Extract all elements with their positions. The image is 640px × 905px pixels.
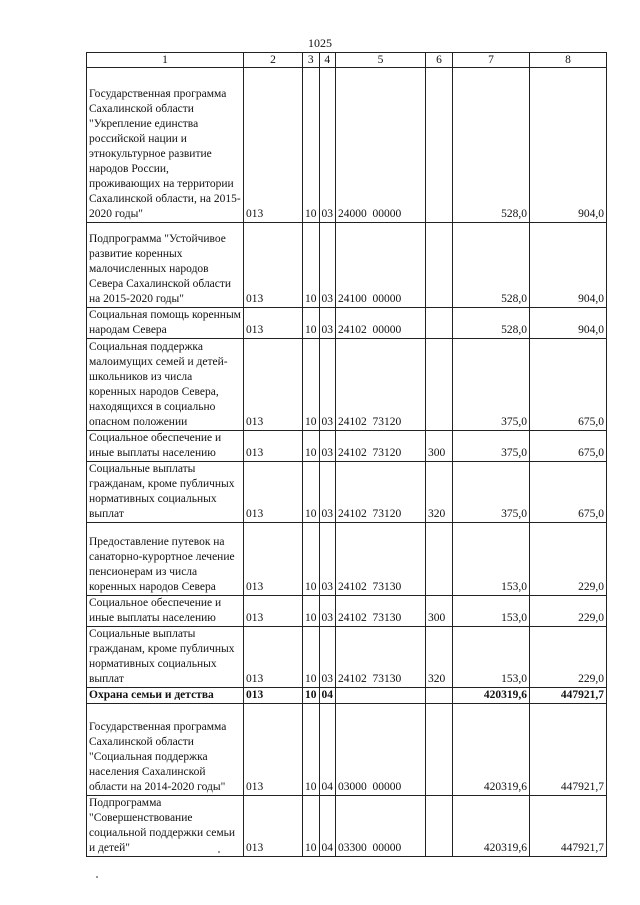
- amount-col7-cell: 153,0: [453, 596, 530, 627]
- amount-col8-cell: 675,0: [530, 431, 607, 462]
- table-row: [87, 462, 607, 523]
- row-name-cell: Социальная поддержка малоимущих семей и детей-школьников из числа коренных народов Севера, находящихся в социально опасном положении: [87, 339, 244, 431]
- table-row: [87, 431, 607, 462]
- amount-col7-cell: 420319,6: [453, 704, 530, 796]
- subsection-cell: 04: [319, 796, 336, 857]
- amount-col8-cell: 904,0: [530, 68, 607, 223]
- row-name-cell: Государственная программа Сахалинской области "Социальная поддержка населения Сахалинской области на 2014-2020 годы": [87, 704, 244, 796]
- target-article-cell: 24102 73120: [336, 462, 426, 523]
- subsection-cell: 03: [319, 339, 336, 431]
- admin-code-cell: 013: [244, 431, 303, 462]
- section-cell: 10: [303, 704, 320, 796]
- expense-type-cell: [426, 308, 453, 339]
- row-name-cell: Социальные выплаты гражданам, кроме публичных нормативных социальных выплат: [87, 462, 244, 523]
- row-name-cell: Подпрограмма "Совершенствование социальной поддержки семьи и детей": [87, 796, 244, 857]
- header-cell: 6: [426, 53, 453, 68]
- table-row: [87, 704, 607, 796]
- admin-code-cell: 013: [244, 796, 303, 857]
- admin-code-cell: 013: [244, 68, 303, 223]
- expense-type-cell: 320: [426, 627, 453, 688]
- header-cell: 4: [319, 53, 336, 68]
- target-article-cell: 24102 73130: [336, 596, 426, 627]
- target-article-cell: 24102 73120: [336, 431, 426, 462]
- amount-col8-cell: 904,0: [530, 308, 607, 339]
- section-cell: 10: [303, 68, 320, 223]
- subsection-cell: 03: [319, 596, 336, 627]
- header-cell: 1: [87, 53, 244, 68]
- expense-type-cell: [426, 796, 453, 857]
- expense-type-cell: [426, 223, 453, 308]
- amount-col8-cell: 447921,7: [530, 796, 607, 857]
- target-article-cell: 24102 00000: [336, 308, 426, 339]
- section-cell: 10: [303, 596, 320, 627]
- row-name-cell: Социальные выплаты гражданам, кроме публичных нормативных социальных выплат: [87, 627, 244, 688]
- admin-code-cell: 013: [244, 704, 303, 796]
- amount-col7-cell: 420319,6: [453, 796, 530, 857]
- amount-col7-cell: 528,0: [453, 308, 530, 339]
- admin-code-cell: 013: [244, 462, 303, 523]
- row-name-cell: Предоставление путевок на санаторно-курортное лечение пенсионерам из числа коренных народов Севера: [87, 523, 244, 596]
- admin-code-cell: 013: [244, 339, 303, 431]
- amount-col7-cell: 375,0: [453, 339, 530, 431]
- subsection-cell: 03: [319, 68, 336, 223]
- admin-code-cell: 013: [244, 627, 303, 688]
- amount-col7-cell: 375,0: [453, 431, 530, 462]
- section-cell: 10: [303, 223, 320, 308]
- expense-type-cell: [426, 688, 453, 704]
- subsection-cell: 03: [319, 223, 336, 308]
- admin-code-cell: 013: [244, 523, 303, 596]
- subsection-cell: 03: [319, 462, 336, 523]
- row-name-cell: Социальное обеспечение и иные выплаты населению: [87, 596, 244, 627]
- target-article-cell: 24102 73130: [336, 523, 426, 596]
- scan-speck: [96, 876, 98, 878]
- table-row: [87, 627, 607, 688]
- expense-type-cell: [426, 523, 453, 596]
- target-article-cell: [336, 688, 426, 704]
- page-number: 1025: [308, 36, 332, 50]
- header-cell: 8: [530, 53, 607, 68]
- section-cell: 10: [303, 688, 320, 704]
- amount-col7-cell: 528,0: [453, 68, 530, 223]
- amount-col7-cell: 153,0: [453, 523, 530, 596]
- header-cell: 3: [303, 53, 320, 68]
- amount-col8-cell: 675,0: [530, 339, 607, 431]
- header-cell: 5: [336, 53, 426, 68]
- table-header-row: [87, 53, 607, 68]
- section-cell: 10: [303, 431, 320, 462]
- budget-table: [86, 52, 607, 857]
- row-name-cell: Подпрограмма "Устойчивое развитие коренных малочисленных народов Севера Сахалинской области на 2015-2020 годы": [87, 223, 244, 308]
- section-cell: 10: [303, 627, 320, 688]
- expense-type-cell: [426, 339, 453, 431]
- section-cell: 10: [303, 796, 320, 857]
- header-cell: 2: [244, 53, 303, 68]
- section-cell: 10: [303, 308, 320, 339]
- table-row: [87, 596, 607, 627]
- admin-code-cell: 013: [244, 223, 303, 308]
- section-cell: 10: [303, 523, 320, 596]
- row-name-cell: Социальное обеспечение и иные выплаты населению: [87, 431, 244, 462]
- amount-col7-cell: 528,0: [453, 223, 530, 308]
- header-cell: 7: [453, 53, 530, 68]
- table-row: [87, 308, 607, 339]
- amount-col7-cell: 153,0: [453, 627, 530, 688]
- table-row: [87, 223, 607, 308]
- table-row: [87, 339, 607, 431]
- table-row: [87, 796, 607, 857]
- expense-type-cell: [426, 68, 453, 223]
- section-cell: 10: [303, 339, 320, 431]
- subsection-cell: 04: [319, 688, 336, 704]
- target-article-cell: 24102 73130: [336, 627, 426, 688]
- target-article-cell: 24102 73120: [336, 339, 426, 431]
- row-name-cell: Государственная программа Сахалинской области "Укрепление единства российской нации и этнокультурное развитие народов России, проживающих на территории Сахалинской области, на 2015-2020 годы": [87, 68, 244, 223]
- row-name-cell: Охрана семьи и детства: [87, 688, 244, 704]
- expense-type-cell: 320: [426, 462, 453, 523]
- amount-col8-cell: 229,0: [530, 627, 607, 688]
- target-article-cell: 03000 00000: [336, 704, 426, 796]
- amount-col7-cell: 420319,6: [453, 688, 530, 704]
- amount-col8-cell: 447921,7: [530, 704, 607, 796]
- amount-col8-cell: 447921,7: [530, 688, 607, 704]
- table-row: [87, 688, 607, 704]
- table-row: [87, 523, 607, 596]
- target-article-cell: 24000 00000: [336, 68, 426, 223]
- table-row: [87, 68, 607, 223]
- row-name-cell: Социальная помощь коренным народам Севера: [87, 308, 244, 339]
- amount-col8-cell: 229,0: [530, 596, 607, 627]
- amount-col8-cell: 904,0: [530, 223, 607, 308]
- admin-code-cell: 013: [244, 308, 303, 339]
- expense-type-cell: 300: [426, 431, 453, 462]
- target-article-cell: 24100 00000: [336, 223, 426, 308]
- target-article-cell: 03300 00000: [336, 796, 426, 857]
- admin-code-cell: 013: [244, 596, 303, 627]
- expense-type-cell: [426, 704, 453, 796]
- admin-code-cell: 013: [244, 688, 303, 704]
- subsection-cell: 04: [319, 704, 336, 796]
- subsection-cell: 03: [319, 308, 336, 339]
- subsection-cell: 03: [319, 431, 336, 462]
- amount-col8-cell: 229,0: [530, 523, 607, 596]
- amount-col8-cell: 675,0: [530, 462, 607, 523]
- section-cell: 10: [303, 462, 320, 523]
- amount-col7-cell: 375,0: [453, 462, 530, 523]
- expense-type-cell: 300: [426, 596, 453, 627]
- subsection-cell: 03: [319, 523, 336, 596]
- subsection-cell: 03: [319, 627, 336, 688]
- scan-speck: [218, 851, 220, 853]
